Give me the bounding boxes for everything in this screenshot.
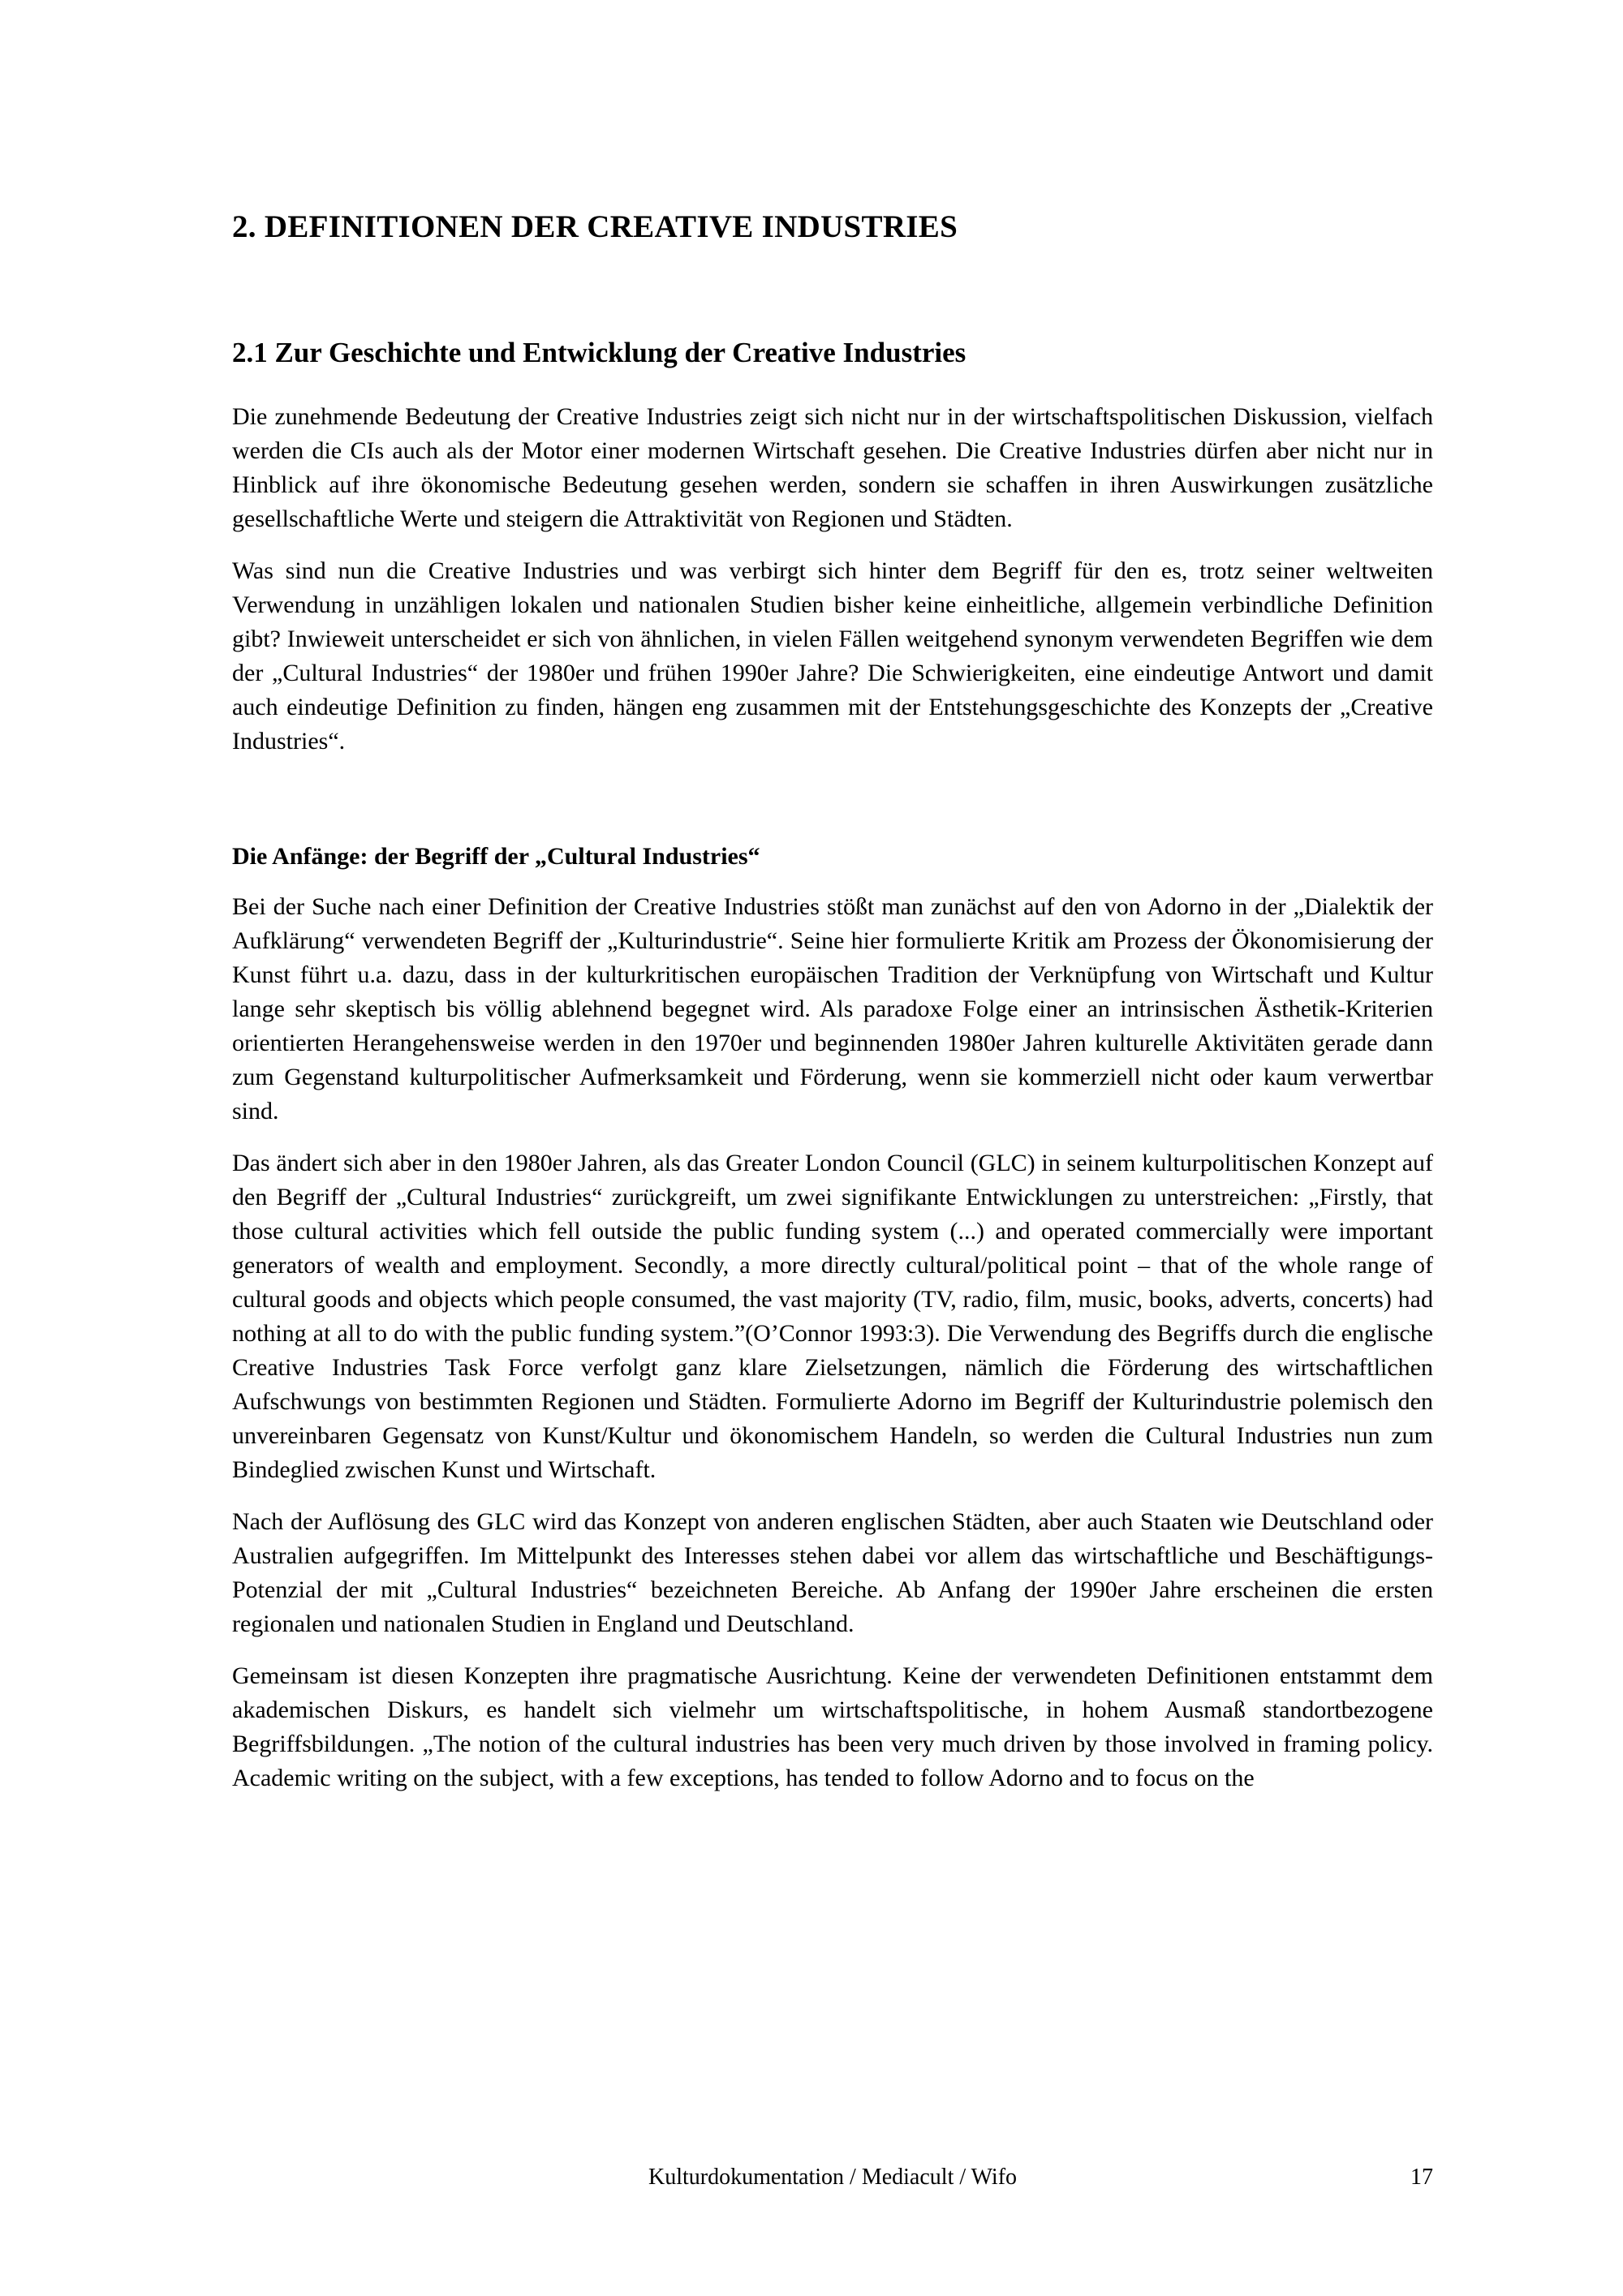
spacer [232, 776, 1433, 840]
subsection-paragraph-3: Nach der Auflösung des GLC wird das Konzept von anderen englischen Städten, aber auch Staaten wie Deutschland oder Australien aufgegriffen. Im Mittelpunkt des Interesses stehen dabei vor allem das wirtschaftliche und Beschäftigungs-Potenzial der mit „Cultural Industries“ bezeichneten Bereiche. Ab Anfang der 1990er Jahre erscheinen die ersten regionalen und nationalen Studien in England und Deutschland. [232, 1508, 1433, 1637]
chapter-title: 2. DEFINITIONEN DER CREATIVE INDUSTRIES [232, 209, 958, 244]
section-paragraph-1: Die zunehmende Bedeutung der Creative Industries zeigt sich nicht nur in der wirtschaftspolitischen Diskussion, vielfach werden die CIs auch als der Motor einer modernen Wirtschaft gesehen. Die Creative Industries dürfen aber nicht nur in Hinblick auf ihre ökonomische Bedeutung gesehen werden, sondern sie schaffen in ihren Auswirkungen zusätzliche gesellschaftliche Werte und steigern die Attraktivität von Regionen und Städten. [232, 403, 1433, 532]
subsection-paragraph-4: Gemeinsam ist diesen Konzepten ihre pragmatische Ausrichtung. Keine der verwendeten Definitionen entstammt dem akademischen Diskurs, es handelt sich vielmehr um wirtschaftspolitische, in hohem Ausmaß standortbezogene Begriffsbildungen. „The notion of the cultural industries has been very much driven by those involved in framing policy. Academic writing on the subject, with a few exceptions, has tended to follow Adorno and to focus on the [232, 1662, 1433, 1791]
subsection-title: Die Anfänge: der Begriff der „Cultural Industries“ [232, 843, 760, 870]
subsection-paragraph-1: Bei der Suche nach einer Definition der Creative Industries stößt man zunächst auf den von Adorno in der „Dialektik der Aufklärung“ verwendeten Begriff der „Kulturindustrie“. Seine hier formulierte Kritik am Prozess der Ökonomisierung der Kunst führt u.a. dazu, dass in der kulturkritischen europäischen Tradition der Verknüpfung von Wirtschaft und Kultur lange sehr skeptisch bis völlig ablehnend begegnet wird. Als paradoxe Folge einer an intrinsischen Ästhetik-Kriterien orientierten Herangehensweise werden in den 1970er und beginnenden 1980er Jahren kulturelle Aktivitäten gerade dann zum Gegenstand kulturpolitischer Aufmerksamkeit und Förderung, wenn sie kommerziell nicht oder kaum verwertbar sind. [232, 893, 1433, 1124]
page-footer [232, 2163, 1433, 2195]
subsection-paragraph-2: Das ändert sich aber in den 1980er Jahren, als das Greater London Council (GLC) in seinem kulturpolitischen Konzept auf den Begriff der „Cultural Industries“ zurückgreift, um zwei signifikante Entwicklungen zu unterstreichen: „Firstly, that those cultural activities which fell outside the public funding system (...) and operated commercially were important generators of wealth and employment. Secondly, a more directly cultural/political point – that of the whole range of cultural goods and objects which people consumed, the vast majority (TV, radio, film, music, books, adverts, concerts) had nothing at all to do with the public funding system.”(O’Connor 1993:3). Die Verwendung des Begriffs durch die englische Creative Industries Task Force verfolgt ganz klare Zielsetzungen, nämlich die Förderung des wirtschaftlichen Aufschwungs von bestimmten Regionen und Städten. Formulierte Adorno im Begriff der Kulturindustrie polemisch den unvereinbaren Gegensatz von Kunst/Kultur und ökonomischem Handeln, so werden die Cultural Industries nun zum Bindeglied zwischen Kunst und Wirtschaft. [232, 1150, 1433, 1483]
page-content [232, 207, 1433, 1813]
footer-source: Kulturdokumentation / Mediacult / Wifo [648, 2165, 1018, 2190]
section-paragraph-2: Was sind nun die Creative Industries und was verbirgt sich hinter dem Begriff für den es, trotz seiner weltweiten Verwendung in unzähligen lokalen und nationalen Studien bisher keine einheitliche, allgemein verbindliche Definition gibt? Inwieweit unterscheidet er sich von ähnlichen, in vielen Fällen weitgehend synonym verwendeten Begriffen wie dem der „Cultural Industries“ der 1980er und frühen 1990er Jahre? Die Schwierigkeiten, eine eindeutige Antwort und damit auch eindeutige Definition zu finden, hängen eng zusammen mit der Entstehungsgeschichte des Konzepts der „Creative Industries“. [232, 557, 1433, 755]
page-number: 17 [1410, 2165, 1433, 2190]
section-title: 2.1 Zur Geschichte und Entwicklung der Creative Industries [232, 337, 966, 368]
